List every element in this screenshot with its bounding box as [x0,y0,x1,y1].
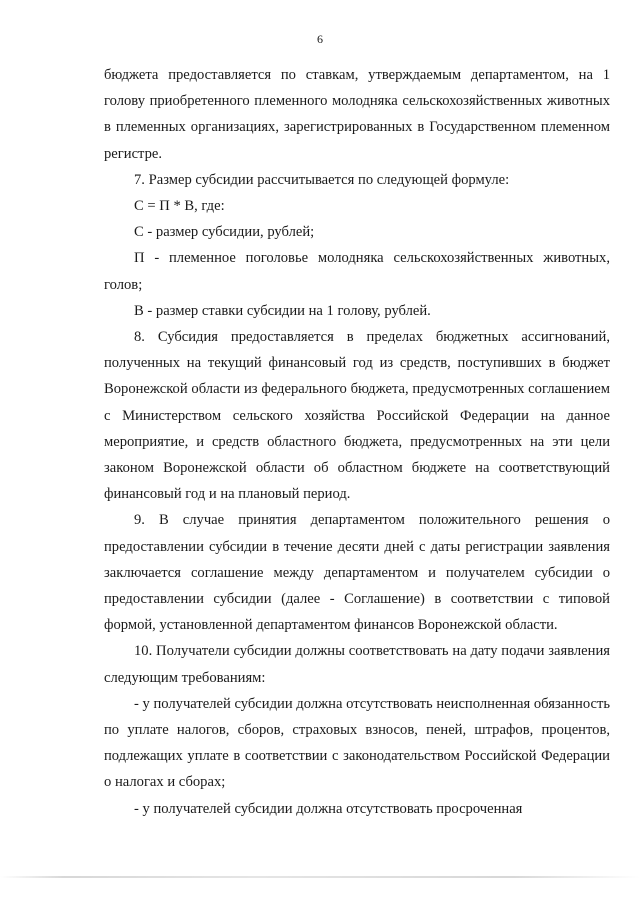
paragraph-9: 9. В случае принятия департаментом положительного решения о предоставлении субсидии в течение десяти дней с даты регистрации заявления заключается соглашение между департаментом и получателем субсидии о предоставлении субсидии (далее - Соглашение) в соответствии с типовой формой, установленной департаментом финансов Воронежской области. [104,512,610,634]
paragraph-8: 8. Субсидия предоставляется в пределах бюджетных ассигнований, полученных на текущий финансовый год из средств, поступивших в бюджет Воронежской области из федерального бюджета, предусмотренных соглашением с Министерством сельского хозяйства Российской Федерации на данное мероприятие, и средств областного бюджета, предусмотренных на эти цели законом Воронежской области об областном бюджете на соответствующий финансовый год и на плановый период. [104,329,610,503]
paragraph-formula-p: П - племенное поголовье молодняка сельскохозяйственных животных, голов; [104,250,610,293]
paragraph-requirement-taxes: - у получателей субсидии должна отсутствовать неисполненная обязанность по уплате налогов, сборов, страховых взносов, пеней, штрафов, процентов, подлежащих уплате в соответствии с законодательством Российской Федерации о налогах и сборах; [104,695,610,791]
paragraph-formula-v: В - размер ставки субсидии на 1 голову, рублей. [134,302,431,319]
paragraph-budget-rates: бюджета предоставляется по ставкам, утверждаемым департаментом, на 1 голову приобретенного племенного молодняка сельскохозяйственных животных в племенных организациях, зарегистрированных в Государственном племенном регистре. [104,67,610,162]
scan-bottom-edge [0,876,640,878]
page-number: 6 [317,32,323,46]
paragraph-formula-intro: 7. Размер субсидии рассчитывается по следующей формуле: [134,171,510,188]
paragraph-formula-c: С - размер субсидии, рублей; [134,224,315,241]
paragraph-formula: С = П * В, где: [134,198,225,215]
paragraph-10: 10. Получатели субсидии должны соответствовать на дату подачи заявления следующим требованиям: [104,643,610,686]
paragraph-requirement-overdue: - у получателей субсидии должна отсутствовать просроченная [134,800,523,817]
document-body [104,62,610,822]
